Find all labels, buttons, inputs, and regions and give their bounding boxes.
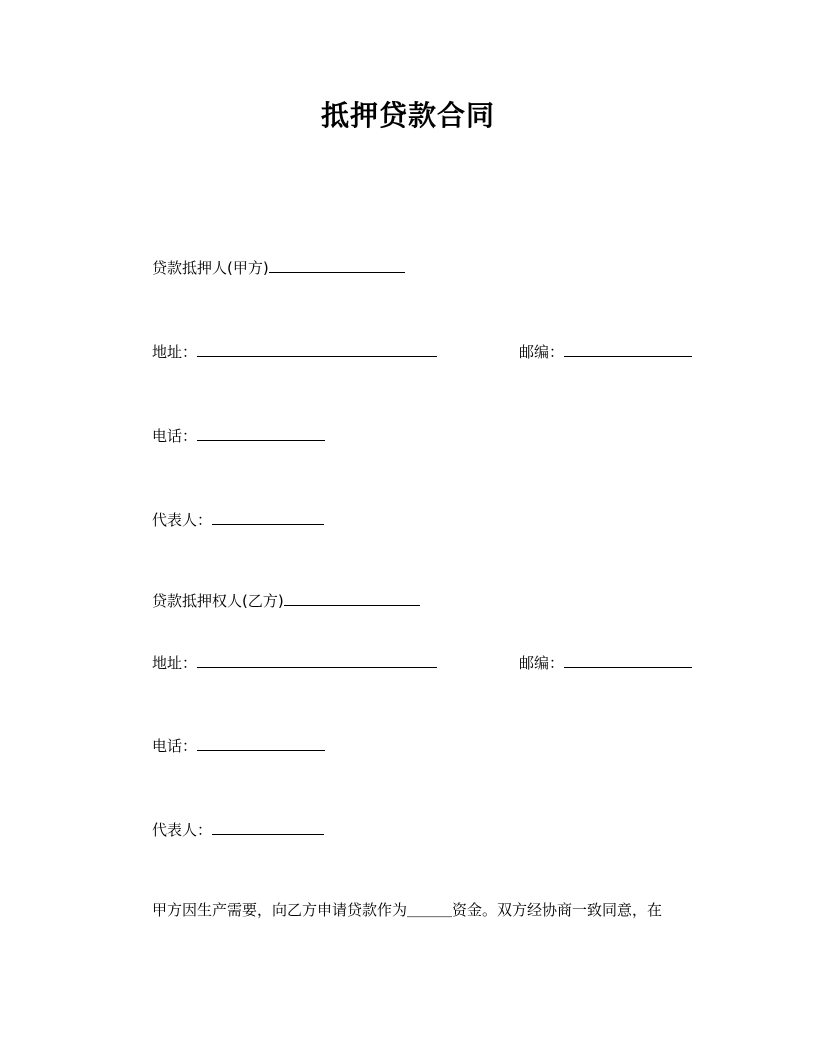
party-b-name-blank (284, 588, 420, 606)
party-a-representative-blank (212, 507, 324, 525)
party-b-heading-line (152, 588, 420, 612)
party-a-address-line (152, 339, 437, 363)
document-title: 抵押贷款合同 (320, 99, 495, 132)
party-b-address-label: 地址： (152, 654, 198, 672)
party-b-address-blank (197, 650, 437, 668)
party-a-phone-label: 电话： (152, 427, 198, 445)
party-a-name-blank (269, 255, 405, 273)
party-a-phone-blank (197, 423, 325, 441)
party-a-heading: 贷款抵押人(甲方) (152, 259, 269, 277)
party-a-phone-line (152, 423, 325, 447)
party-b-phone-blank (197, 733, 325, 751)
party-b-representative-label: 代表人： (152, 821, 213, 839)
body-paragraph: 甲方因生产需要，向乙方申请贷款作为＿＿＿资金。双方经协商一致同意，在 (152, 901, 663, 919)
party-b-postcode-line (519, 650, 692, 674)
party-a-address-label: 地址： (152, 343, 198, 361)
party-a-address-blank (197, 339, 437, 357)
party-b-representative-line (152, 817, 324, 841)
party-b-phone-label: 电话： (152, 737, 198, 755)
party-b-phone-line (152, 733, 325, 757)
party-a-postcode-blank (564, 339, 692, 357)
party-b-heading: 贷款抵押权人(乙方) (152, 592, 284, 610)
party-a-representative-line (152, 507, 324, 531)
party-a-heading-line (152, 255, 405, 279)
party-b-postcode-label: 邮编： (519, 654, 565, 672)
party-b-postcode-blank (564, 650, 692, 668)
party-b-address-line (152, 650, 437, 674)
party-a-postcode-line (519, 339, 692, 363)
party-a-postcode-label: 邮编： (519, 343, 565, 361)
party-b-representative-blank (212, 817, 324, 835)
party-a-representative-label: 代表人： (152, 511, 213, 529)
